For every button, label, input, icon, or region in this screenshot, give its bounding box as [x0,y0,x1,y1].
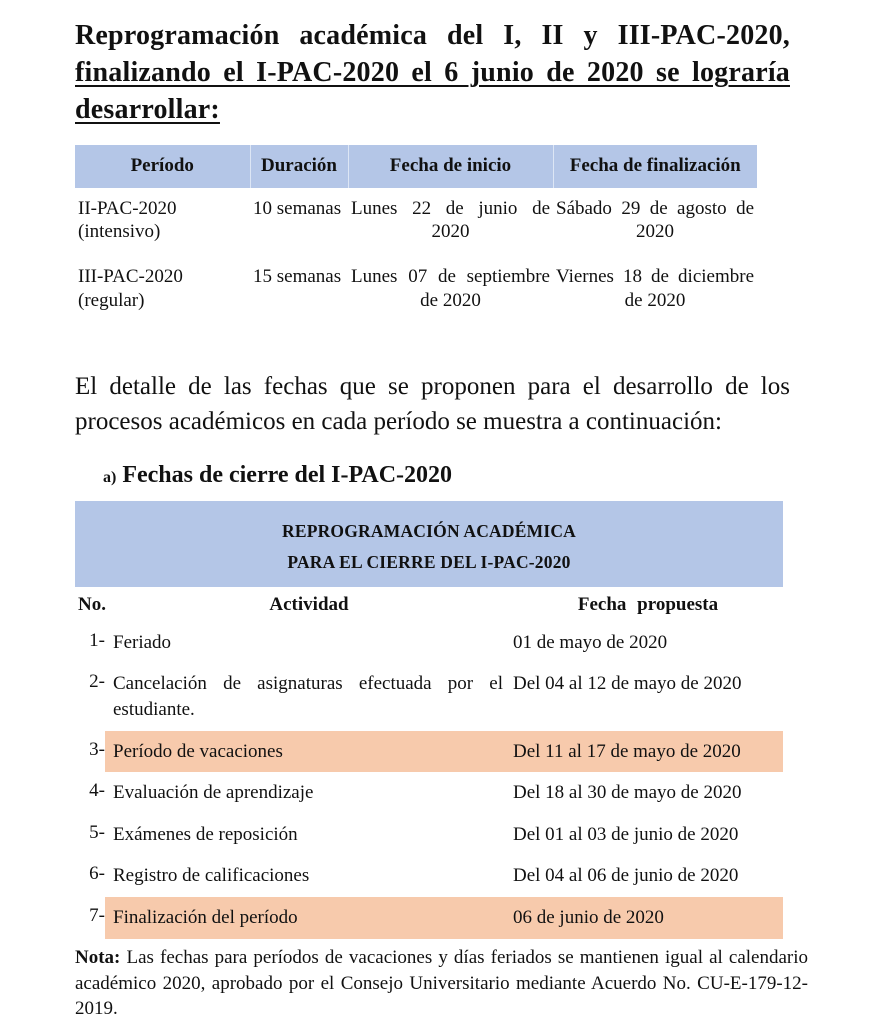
row-number: 4- [89,780,105,802]
date-cell: Del 04 al 12 de mayo de 2020 [513,673,742,695]
title-underlined-part: finalizando el I-PAC-2020 el 6 junio de 2020 se lograría desarrollar: [75,56,790,125]
periods-header-end: Fecha de finalización [553,145,757,188]
table-row [75,814,783,856]
table-row [75,772,783,814]
activity-cell: Período de vacaciones [113,740,283,762]
intro-paragraph: El detalle de las fechas que se proponen para el desarrollo de los procesos académicos en cada período se muestra a continuación: [75,372,790,436]
banner-line-2: PARA EL CIERRE DEL I-PAC-2020 [287,551,571,572]
row-number: 3- [89,738,105,760]
date-cell: Del 18 al 30 de mayo de 2020 [513,782,742,804]
activity-cell: Feriado [113,631,172,653]
header-date: Fecha propuesta [577,593,719,615]
row-number: 2- [89,671,105,693]
start-date-cell: Lunes 07 de septiembre de 2020 [351,266,550,311]
period-cell: III-PAC-2020 (regular) [78,266,183,311]
date-cell: 06 de junio de 2020 [513,907,664,929]
periods-header-start: Fecha de inicio [348,145,553,188]
table-row-highlighted [75,731,783,773]
activity-cell: Registro de calificaciones [113,865,310,887]
table-row [75,622,783,664]
duration-cell: 10 semanas [253,197,342,219]
activity-cell: Evaluación de aprendizaje [113,782,314,804]
date-cell: Del 01 al 03 de junio de 2020 [513,823,739,845]
table-row-highlighted [75,897,783,939]
table-row [75,256,757,325]
header-no: No. [78,593,106,615]
closing-dates-table [75,501,783,939]
periods-header-duration: Duración [250,145,348,188]
activity-cell: Finalización del período [113,907,298,929]
periods-header-period: Período [75,145,250,188]
row-number: 6- [89,863,105,885]
table-row [75,188,757,257]
end-date-cell: Sábado 29 de agosto de 2020 [556,197,754,243]
end-date-cell: Viernes 18 de diciembre de 2020 [556,266,754,311]
table-row [75,855,783,897]
activity-cell: Cancelación de asignaturas efectuada por el estudiante. [113,673,503,720]
periods-table-header-row [75,145,757,188]
section-title: Fechas de cierre del I-PAC-2020 [122,461,453,488]
date-cell: Del 04 al 06 de junio de 2020 [513,865,739,887]
periods-table [75,145,757,325]
date-cell: 01 de mayo de 2020 [513,631,668,653]
document-title [75,18,790,129]
title-normal-part: Reprogramación académica del I, II y III-PAC-2020, [75,20,790,51]
row-number: 1- [89,629,105,651]
note-text: Las fechas para períodos de vacaciones y días feriados se mantienen igual al calendario académico 2020, aprobado por el Consejo Universitario mediante Acuerdo No. CU-E-179-12-2019. [75,946,809,1020]
closing-table-banner [75,501,783,587]
row-number: 7- [89,905,105,927]
banner-line-1: REPROGRAMACIÓN ACADÉMICA [281,520,577,541]
table-row [75,663,783,730]
note-paragraph [75,945,808,1022]
duration-cell: 15 semanas [253,266,342,288]
date-cell: Del 11 al 17 de mayo de 2020 [513,740,741,762]
section-marker: a) [103,468,117,486]
activity-cell: Exámenes de reposición [113,823,298,845]
closing-table-header-row [75,587,783,622]
start-date-cell: Lunes 22 de junio de 2020 [351,197,550,243]
header-activity: Actividad [269,593,349,615]
row-number: 5- [89,821,105,843]
section-heading [75,462,808,489]
note-label: Nota: [75,946,121,968]
period-cell: II-PAC-2020 (intensivo) [78,197,177,243]
